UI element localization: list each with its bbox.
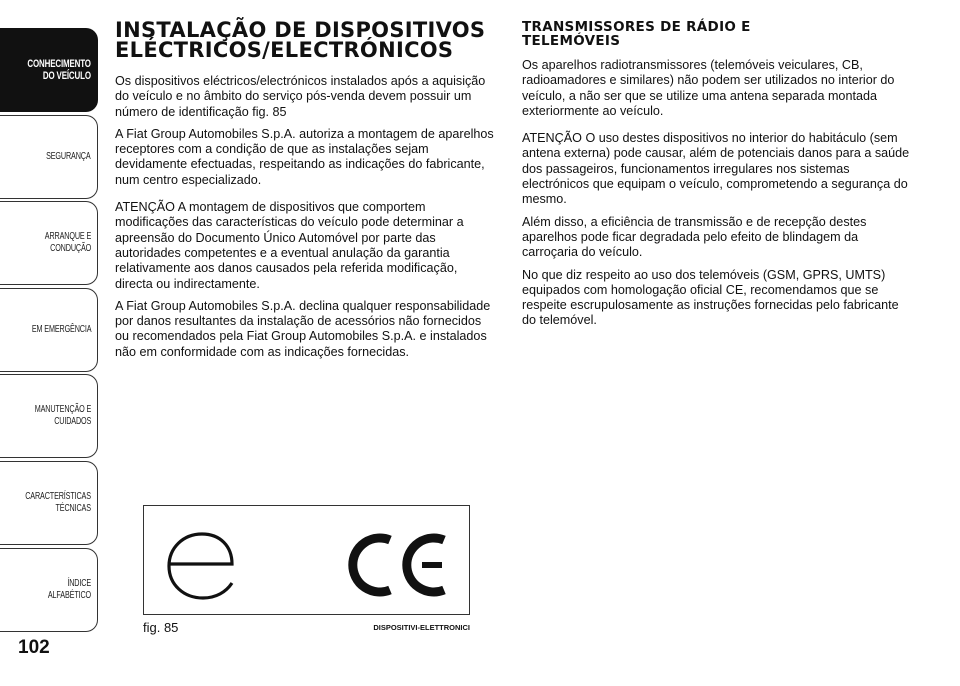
tab-label-line: CARACTERÍSTICAS xyxy=(25,491,91,502)
right-column xyxy=(522,20,912,336)
tab-label-line: EM EMERGÊNCIA xyxy=(31,324,91,335)
paragraph: Os dispositivos eléctricos/electrónicos instalados após a aquisição do veículo e no âmbito do serviço pós-venda devem possuir um número de identificação fig. 85 xyxy=(115,74,486,119)
paragraph: Os aparelhos radiotransmissores (telemóveis veiculares, CB, radioamadores e similares) não podem ser utilizados no interior do veículo, a não ser que se utilize uma antena separada montada exteriormente ao veículo. xyxy=(522,58,895,118)
figure-code: DISPOSITIVI-ELETTRONICI xyxy=(373,623,470,632)
tab-indice-alfabetico[interactable] xyxy=(0,548,98,632)
e-mark-icon xyxy=(169,534,232,598)
title-line: TELEMÓVEIS xyxy=(522,33,621,49)
tab-conhecimento-do-veiculo[interactable] xyxy=(0,28,98,112)
warning-paragraph: ATENÇÃO A montagem de dispositivos que comportem modificações das características do veículo pode determinar a apreensão do Documento Único Automóvel por parte das autoridades competentes e a eventual anulação da garantia relativamente aos danos causados pela referida modificação, directa ou indirectamente. xyxy=(115,200,464,291)
tab-seguranca[interactable] xyxy=(0,115,98,199)
paragraph: A Fiat Group Automobiles S.p.A. declina qualquer responsabilidade por danos resultantes da instalação de acessórios não fornecidos ou recomendados pela Fiat Group Automobiles S.p.A. e instalados não em conformidade com as indicações fornecidas. xyxy=(115,298,491,359)
tab-label-line: CUIDADOS xyxy=(54,416,91,427)
title-line: INSTALAÇÃO DE DISPOSITIVOS xyxy=(115,18,486,42)
tab-label-line: ARRANQUE E xyxy=(44,231,91,242)
tab-em-emergencia[interactable] xyxy=(0,288,98,372)
ce-mark-icon xyxy=(353,538,444,592)
figure-label: fig. 85 xyxy=(143,620,179,635)
section-title xyxy=(522,20,912,48)
tab-label-line: ÍNDICE ALFABÉTICO xyxy=(47,578,91,601)
section-title xyxy=(115,20,495,60)
figure-artwork xyxy=(144,506,469,614)
title-line: TRANSMISSORES DE RÁDIO E xyxy=(522,19,751,35)
tab-arranque-e-conducao[interactable] xyxy=(0,201,98,285)
tab-label-line: TÉCNICAS xyxy=(55,503,91,514)
warning-paragraph: ATENÇÃO O uso destes dispositivos no interior do habitáculo (sem antena externa) pode causar, além de potenciais danos para a saúde dos passageiros, funcionamentos irregulares nos sistemas electrónicos que equipam o veículo, comprometendo a segurança do mesmo. xyxy=(522,131,910,207)
title-line: ELÉCTRICOS/ELECTRÓNICOS xyxy=(115,38,454,62)
figure-caption xyxy=(143,620,470,636)
paragraph: No que diz respeito ao uso dos telemóveis (GSM, GPRS, UMTS) equipados com homologação oficial CE, recomendamos que se respeite escrupulosamente as instruções fornecidas pelo fabricante do telemóvel. xyxy=(522,267,899,328)
figure-85 xyxy=(143,505,470,615)
chapter-sidebar xyxy=(0,0,100,686)
tab-label-line: CONDUÇÃO xyxy=(49,243,91,254)
paragraph: Além disso, a eficiência de transmissão e de recepção destes aparelhos pode ficar degradada pelo efeito de blindagem da carroçaria do veículo. xyxy=(522,214,867,260)
left-column xyxy=(115,20,495,367)
tab-label-line: MANUTENÇÃO E xyxy=(34,404,91,415)
tab-label-line: CONHECIMENTO xyxy=(27,58,92,70)
tab-manutencao-e-cuidados[interactable] xyxy=(0,374,98,458)
paragraph: A Fiat Group Automobiles S.p.A. autoriza a montagem de aparelhos receptores com a condição de que as instalações sejam devidamente efectuadas, respeitando as indicações do fabricante, num centro especializado. xyxy=(115,126,494,187)
tab-caracteristicas-tecnicas[interactable] xyxy=(0,461,98,545)
page-number: 102 xyxy=(18,637,50,658)
tab-label-line: SEGURANÇA xyxy=(46,151,91,162)
tab-label-line: DO VEÍCULO xyxy=(42,70,91,82)
